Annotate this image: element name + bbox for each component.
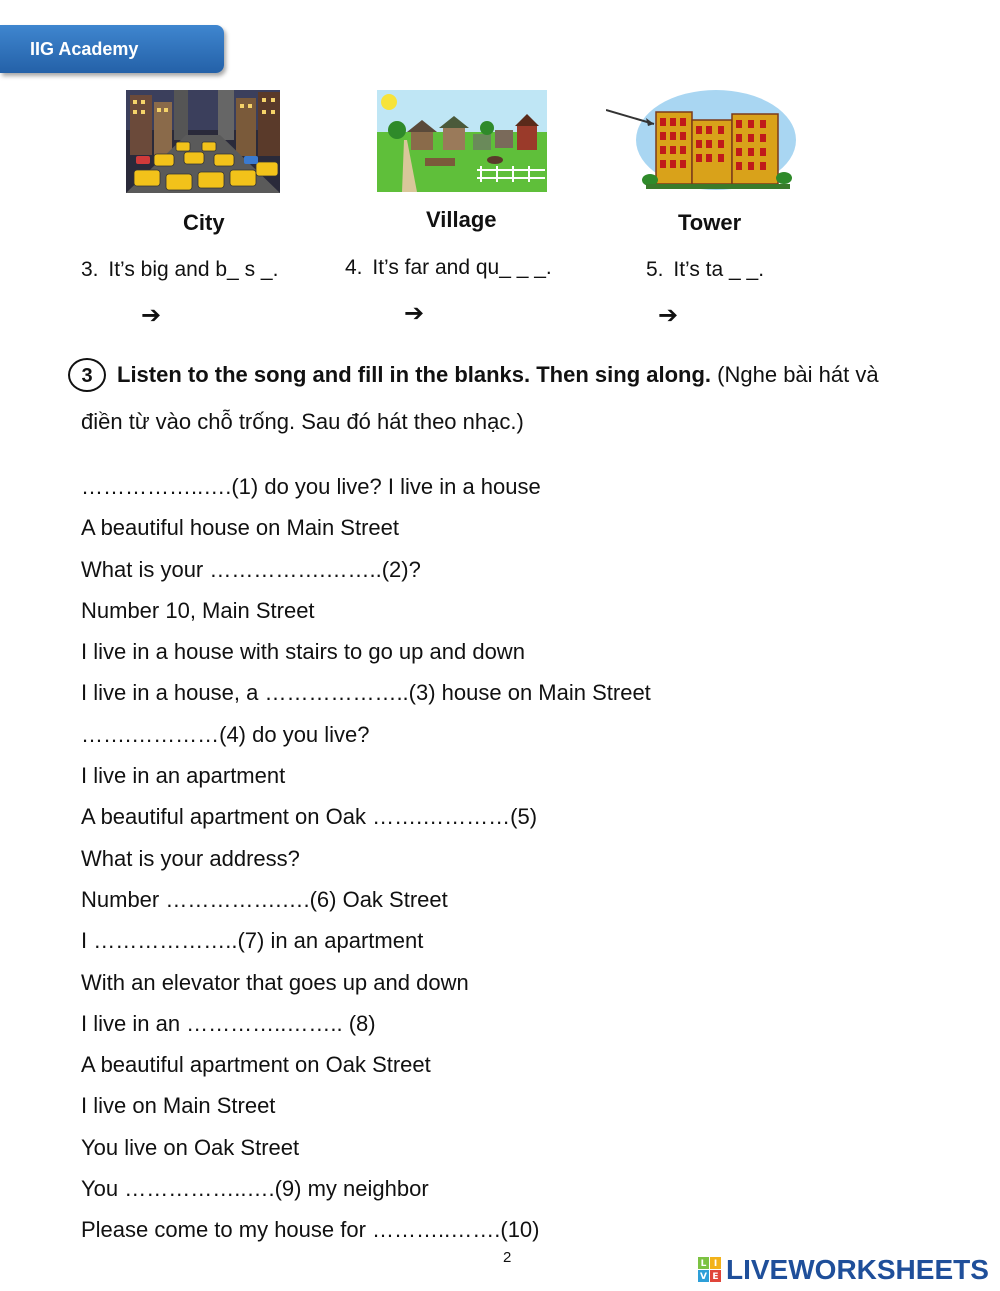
liveworksheets-logo-icon	[698, 1257, 722, 1283]
question-4	[345, 256, 552, 280]
city-picture	[126, 90, 280, 193]
answer-arrow-icon: ➔	[141, 302, 162, 329]
lyric-line: With an elevator that goes up and down	[81, 969, 469, 995]
page-number: 2	[503, 1249, 512, 1266]
lyric-line: ……………..….(1) do you live? I live in a house	[81, 474, 541, 499]
brand-name: LIVEWORKSHEETS	[726, 1254, 989, 1285]
question-text: It’s big and b_ s _.	[108, 258, 279, 281]
svg-text:E: E	[712, 1272, 719, 1282]
lyric-line: I live in an …………..…….. (8)	[81, 1010, 376, 1036]
svg-text:I: I	[713, 1259, 718, 1269]
lyric-line: You ……………..….(9) my neighbor	[81, 1176, 429, 1202]
lyric-line: A beautiful apartment on Oak …….…………(5)	[81, 804, 538, 830]
section-instruction	[117, 362, 917, 388]
instruction-vn-continued: điền từ vào chỗ trống. Sau đó hát theo nhạc.)	[81, 409, 524, 434]
lyric-line: What is your address?	[81, 845, 300, 871]
answer-arrow-icon: ➔	[658, 302, 679, 329]
question-number: 4.	[345, 256, 363, 279]
question-text: It’s ta _ _.	[673, 258, 765, 281]
liveworksheets-logo[interactable]	[698, 1254, 989, 1286]
lyric-line: A beautiful house on Main Street	[81, 515, 399, 541]
lyric-line: Number …………….….(6) Oak Street	[81, 886, 448, 912]
header-tab: IIG Academy	[0, 25, 224, 73]
svg-text:L: L	[700, 1259, 707, 1269]
lyric-line: You live on Oak Street	[81, 1134, 300, 1160]
instruction-bold: Listen to the song and fill in the blanks. Then sing along.	[117, 362, 712, 387]
city-traffic-icon	[126, 90, 280, 193]
question-number: 5.	[646, 258, 664, 281]
lyric-line: I live in a house, a ………………..(3) house on Main Street	[81, 680, 651, 706]
question-3	[81, 258, 278, 282]
svg-text:V: V	[700, 1272, 707, 1282]
village-farm-icon	[377, 90, 547, 192]
lyric-line: Please come to my house for ………..…….(10)	[81, 1217, 540, 1243]
question-number: 3.	[81, 258, 99, 281]
tower-picture	[606, 88, 798, 196]
song-lyrics	[81, 472, 931, 1257]
lyric-line: I ………………..(7) in an apartment	[81, 928, 424, 954]
lyric-line: …….…………(4) do you live?	[81, 721, 370, 747]
lyric-line: Number 10, Main Street	[81, 597, 315, 623]
answer-arrow-icon: ➔	[404, 300, 425, 327]
section-number-badge: 3	[68, 358, 106, 392]
lyric-line: I live on Main Street	[81, 1093, 276, 1119]
picture-label-city: City	[183, 210, 225, 235]
picture-label-village: Village	[426, 207, 497, 232]
question-text: It’s far and qu_ _ _.	[372, 256, 552, 279]
lyric-line: I live in a house with stairs to go up and down	[81, 639, 525, 665]
lyric-line: A beautiful apartment on Oak Street	[81, 1052, 431, 1078]
tower-building-icon	[606, 88, 798, 196]
lyric-line: I live in an apartment	[81, 763, 286, 789]
lyric-line: What is your …………….……..(2)?	[81, 556, 421, 582]
instruction-vn: (Nghe bài hát và	[717, 362, 879, 387]
question-5	[646, 258, 764, 282]
village-picture	[377, 90, 547, 192]
picture-label-tower: Tower	[678, 210, 742, 235]
